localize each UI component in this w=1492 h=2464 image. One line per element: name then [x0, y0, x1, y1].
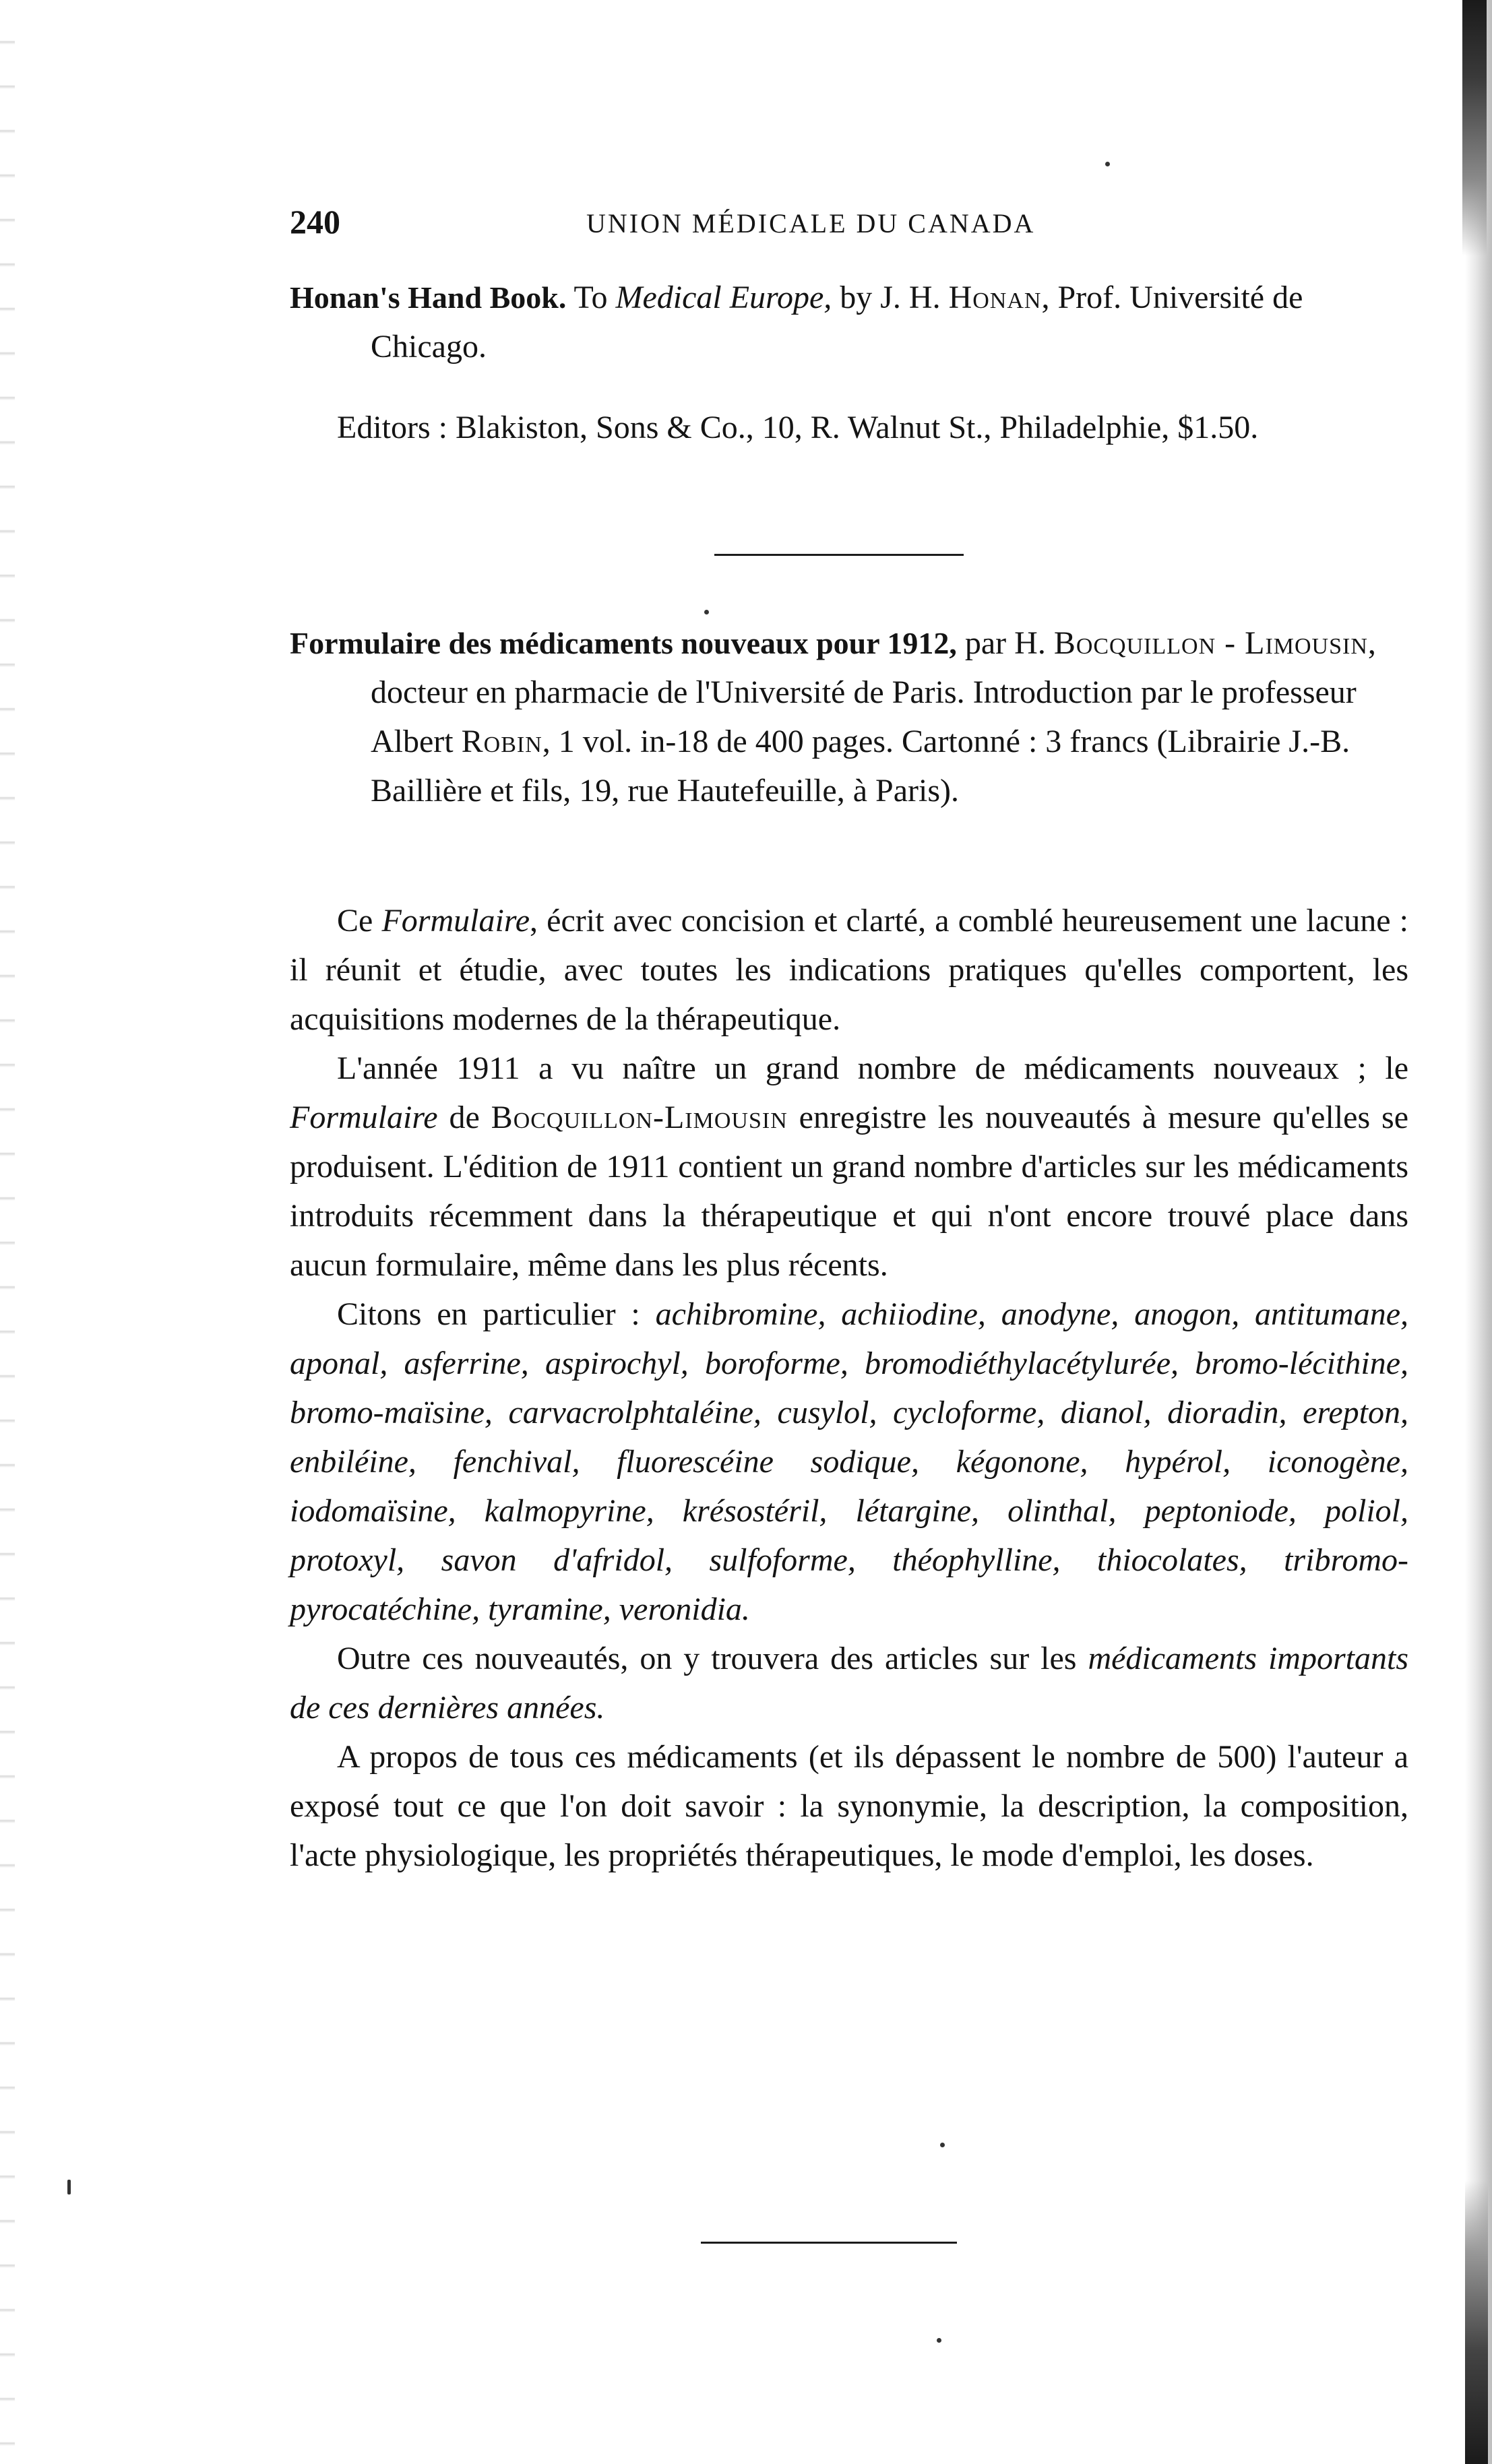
entry-honan — [290, 273, 1408, 371]
review-body — [290, 896, 1408, 1880]
paragraph-text: Ce — [337, 903, 373, 939]
scan-speck — [704, 610, 709, 614]
entry-honan-title: Medical Europe, — [615, 280, 832, 315]
paragraph-text: A propos de tous ces médicaments (et ils dépassent le nombre de 500) l'auteur a exposé tout ce que l'on doit savoir : la synonymie, la description, la composition, l'acte physiologique, les propriétés thérapeutiques, le mode d'emploi, les doses. — [290, 1739, 1408, 1873]
running-title: UNION MÉDICALE DU CANADA — [586, 208, 1036, 239]
paragraph-author: Bocquillon-Limousin — [491, 1100, 788, 1135]
entry-honan-text: To — [573, 280, 608, 315]
scan-edge-shadow-bottom — [1465, 2181, 1488, 2464]
entry-formulaire-text: , 1 vol. in-18 de 400 pages. Cartonné : 3 francs (Librairie J.-B. Baillière et fils, 19, rue Hautefeuille, à Paris). — [371, 724, 1350, 809]
scan-speck — [937, 2338, 941, 2343]
paragraph-italic: Formulaire — [381, 903, 530, 939]
section-divider — [701, 2242, 957, 2244]
section-divider — [714, 554, 964, 556]
entry-honan-text: , Prof. Université de Chicago. — [371, 280, 1303, 365]
entry-formulaire-author: Bocquillon - Limousin — [1053, 625, 1368, 661]
scan-speck — [940, 2143, 945, 2147]
paragraph-italic: médicaments importants de ces dernières années. — [290, 1641, 1409, 1726]
review-paragraph — [290, 1634, 1408, 1732]
paragraph-text: Outre ces nouveautés, on y trouvera des articles sur les — [337, 1641, 1077, 1676]
review-paragraph — [290, 896, 1408, 1044]
entry-formulaire-citation — [290, 619, 1408, 815]
scan-edge-right — [1465, 0, 1492, 2464]
paragraph-italic: Formulaire — [290, 1100, 438, 1135]
scan-edge-shadow-top — [1462, 0, 1487, 256]
entry-formulaire-text: par H. — [964, 625, 1046, 661]
review-paragraph — [290, 1290, 1408, 1634]
paragraph-text: enregistre les nouveautés à mesure qu'elles se produisent. L'édition de 1911 contient un grand nombre d'articles sur les médicaments introduits récemment dans la thérapeutique et qui n'ont encore trouvé place dans aucun formulaire, même dans les plus récents. — [290, 1100, 1409, 1283]
paragraph-text: Citons en particulier : — [337, 1296, 640, 1332]
page-header — [290, 202, 1247, 249]
review-paragraph — [290, 1044, 1408, 1290]
paragraph-text: L'année 1911 a vu naître un grand nombre de médicaments nouveaux ; le — [337, 1050, 1408, 1086]
entry-honan-editors-text: Editors : Blakiston, Sons & Co., 10, R. Walnut St., Philadelphie, $1.50. — [337, 410, 1259, 445]
scan-speck — [67, 2180, 71, 2194]
paragraph-text: de — [449, 1100, 480, 1135]
paragraph-text: , écrit avec concision et clarté, a comblé heureusement une lacune : il réunit et étudie, avec toutes les indications pratiques qu'elles comportent, les acquisitions modernes de la thérapeutique. — [290, 903, 1409, 1037]
entry-honan-text: by J. H. — [840, 280, 941, 315]
entry-honan-author: Honan — [948, 280, 1042, 315]
review-paragraph — [290, 1732, 1408, 1880]
entry-formulaire-lead: Formulaire des médicaments nouveaux pour 1912, — [290, 626, 957, 660]
scan-speck — [1105, 162, 1110, 166]
entry-formulaire-introducer: Robin — [461, 724, 542, 759]
entry-formulaire — [290, 619, 1408, 815]
page-number: 240 — [290, 203, 340, 241]
medication-list: achibromine, achiiodine, anodyne, anogon, antitumane, aponal, asferrine, aspirochyl, boroforme, bromodiéthylacétylurée, bromo-lécithine, bromo-maïsine, carvacrolphtaléine, cusylol, cycloforme, dianol, dioradin, erepton, enbiléine, fenchival, fluorescéine sodique, kégonone, hypérol, iconogène, iodomaïsine, kalmopyrine, krésostéril, létargine, olinthal, peptoniode, poliol, protoxyl, savon d'afridol, sulfoforme, théophylline, thiocolates, tribromo- pyrocatéchine, tyramine, veronidia. — [290, 1296, 1409, 1627]
entry-honan-editors — [290, 403, 1408, 452]
scan-edge-left — [0, 0, 15, 2464]
entry-honan-lead: Honan's Hand Book. — [290, 280, 567, 315]
entry-honan-citation — [290, 273, 1408, 371]
entry-formulaire-text: , docteur en pharmacie de l'Université de Paris. Introduction par le professeur Albert — [371, 625, 1376, 759]
